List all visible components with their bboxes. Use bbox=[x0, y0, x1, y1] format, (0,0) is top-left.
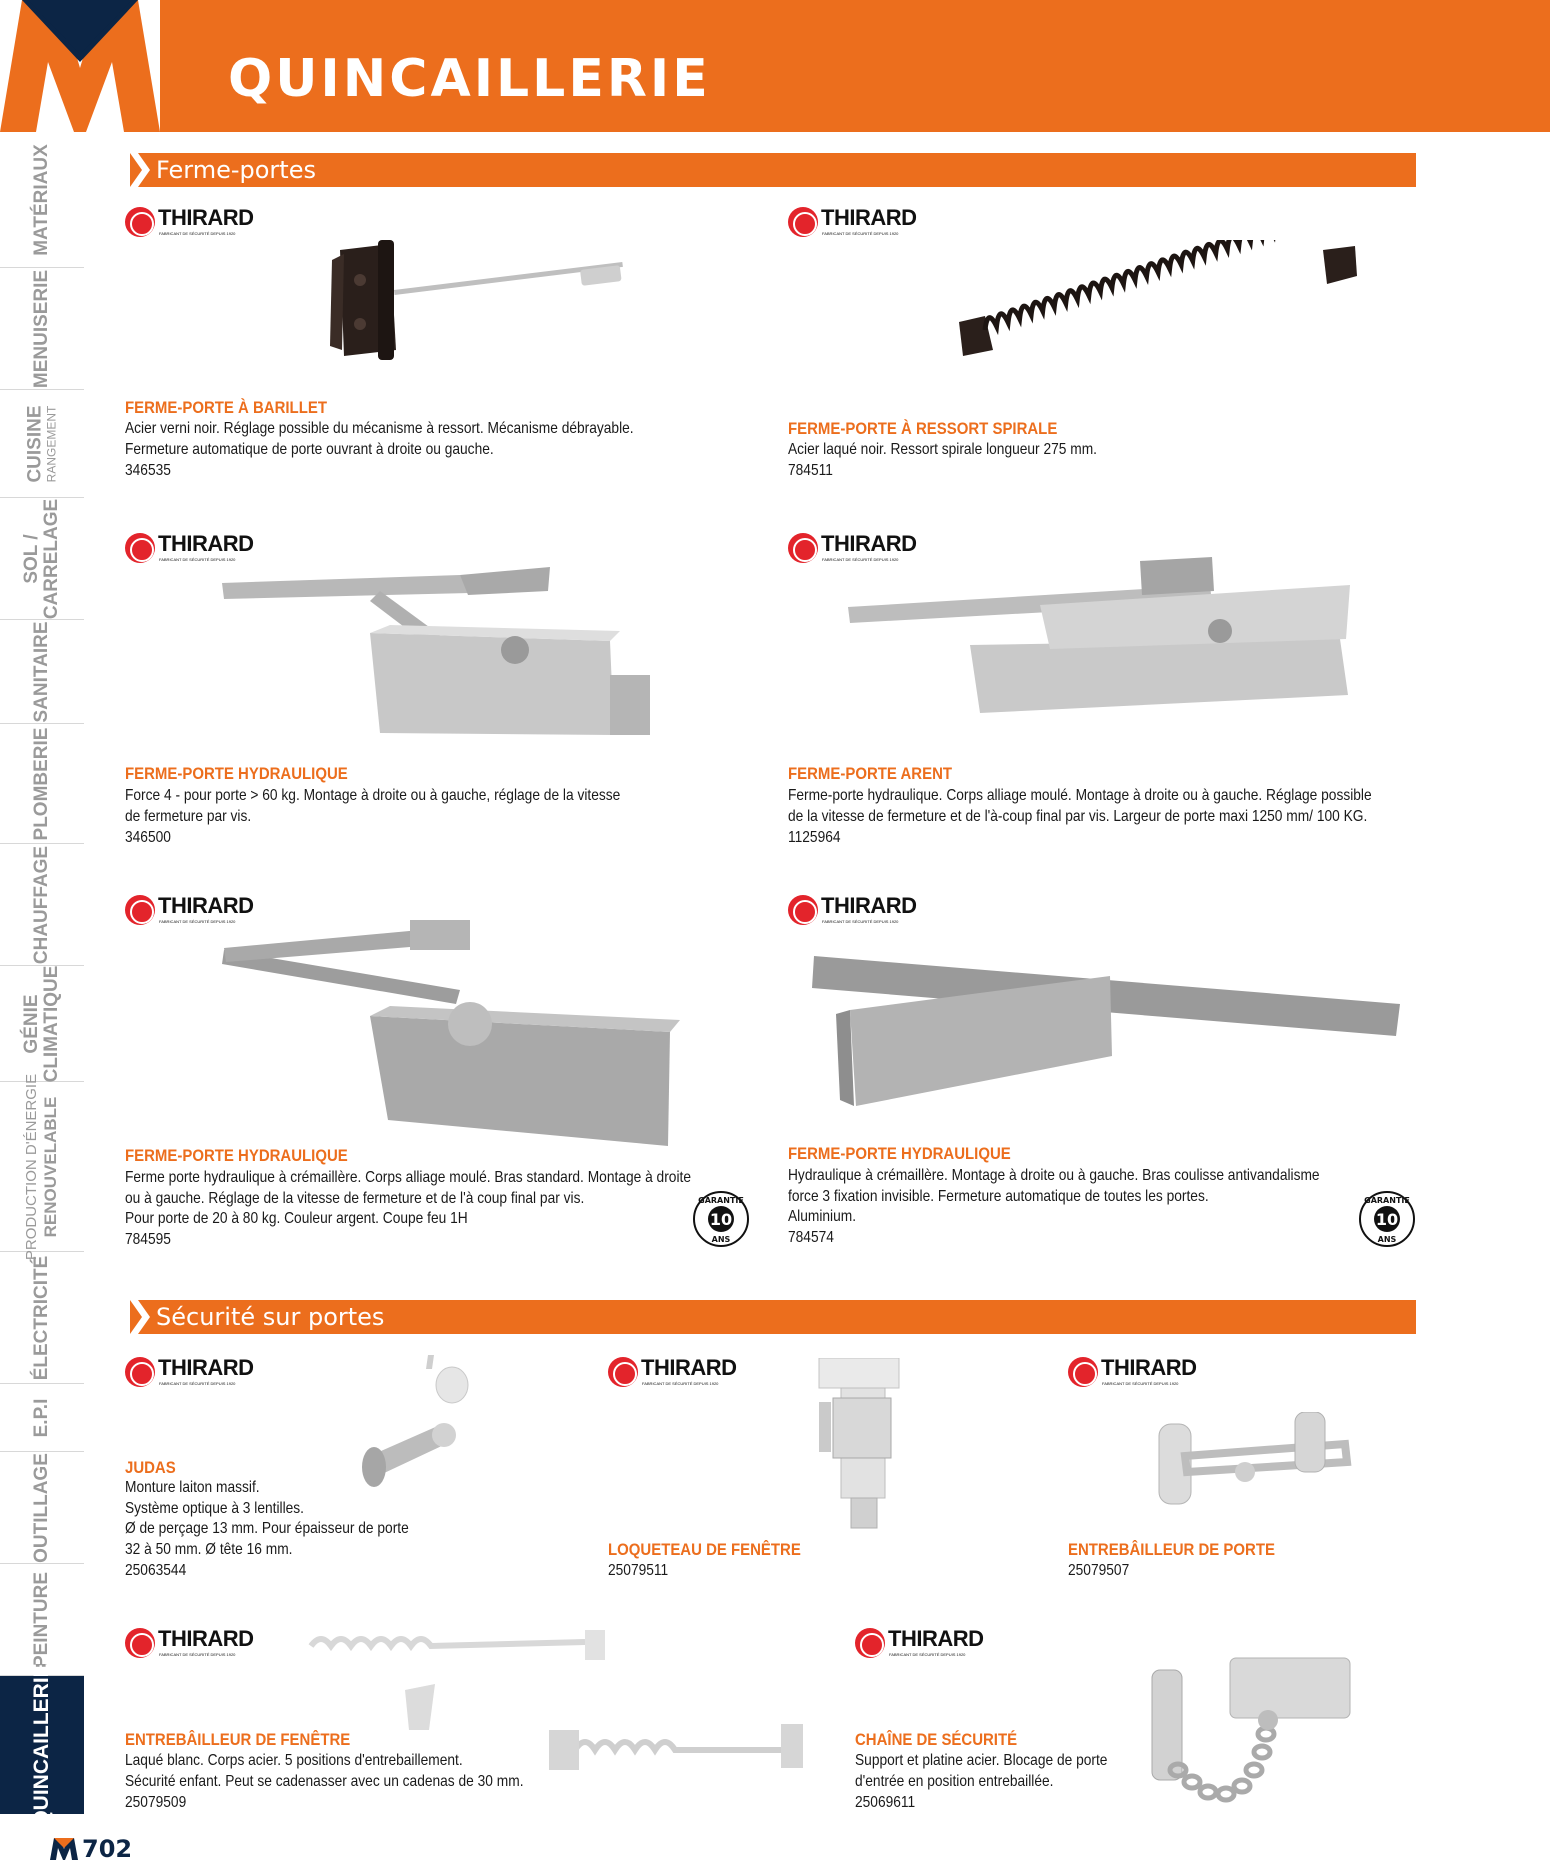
product-reference: 25079511 bbox=[608, 1562, 669, 1579]
spiral-spring-closer-image bbox=[955, 240, 1360, 360]
spring-coil bbox=[975, 240, 1293, 330]
svg-text:ANS: ANS bbox=[711, 1235, 731, 1244]
product-title: FERME-PORTE HYDRAULIQUE bbox=[788, 1144, 1011, 1163]
product-reference: 25079507 bbox=[1068, 1562, 1130, 1579]
thirard-mark-icon bbox=[125, 533, 155, 563]
nav-chauffage[interactable] bbox=[0, 844, 84, 966]
product-reference: 346535 bbox=[125, 462, 171, 479]
nav-sublabel: CARRELAGE bbox=[41, 498, 62, 619]
product-description bbox=[125, 419, 634, 460]
description-line: d'entrée en position entrebaillée. bbox=[855, 1772, 1054, 1790]
svg-text:ANS: ANS bbox=[1377, 1235, 1397, 1244]
nav-electricite[interactable] bbox=[0, 1252, 84, 1384]
nav-peinture[interactable] bbox=[0, 1564, 84, 1676]
section-title: Sécurité sur portes bbox=[156, 1303, 385, 1331]
thirard-logo bbox=[788, 894, 918, 928]
brand-m-icon bbox=[50, 1838, 78, 1860]
product-reference: 25063544 bbox=[125, 1562, 187, 1579]
brand-name: THIRARD bbox=[888, 1626, 984, 1651]
description-line: Hydraulique à crémaillère. Montage à droite ou à gauche. Bras coulisse antivandalisme bbox=[788, 1167, 1320, 1184]
thirard-logo bbox=[125, 206, 255, 240]
brand-name: THIRARD bbox=[158, 205, 254, 230]
security-chain-image bbox=[1148, 1650, 1363, 1820]
page-number-text: 702 bbox=[82, 1835, 133, 1863]
product-title: LOQUETEAU DE FENÊTRE bbox=[608, 1540, 801, 1559]
brand-tagline: FABRICANT DE SÉCURITÉ DEPUIS 1920 bbox=[159, 919, 236, 924]
thirard-mark-icon bbox=[125, 1628, 155, 1658]
brand-tagline: FABRICANT DE SÉCURITÉ DEPUIS 1920 bbox=[822, 557, 899, 562]
nav-label: ÉLECTRICITÉ bbox=[31, 1255, 52, 1380]
nav-quincaillerie[interactable] bbox=[0, 1663, 84, 1827]
product-title: ENTREBÂILLEUR DE FENÊTRE bbox=[125, 1730, 351, 1749]
rack-door-closer-image bbox=[220, 920, 680, 1150]
nav-genie-climatique[interactable] bbox=[0, 966, 84, 1082]
description-line: Fermeture automatique de porte ouvrant à droite ou gauche. bbox=[125, 440, 494, 458]
nav-sublabel: RANGEMENT bbox=[44, 405, 59, 482]
svg-text:GARANTIE: GARANTIE bbox=[698, 1196, 744, 1205]
product-title: FERME-PORTE HYDRAULIQUE bbox=[125, 1146, 348, 1165]
nav-label: QUINCAILLERIE bbox=[30, 1663, 53, 1827]
brand-name: THIRARD bbox=[158, 1626, 254, 1651]
description-line: Acier laqué noir. Ressort spirale longueur 275 mm. bbox=[788, 441, 1097, 458]
section-header-ferme-portes bbox=[130, 153, 1416, 187]
product-reference: 1125964 bbox=[788, 829, 841, 846]
nav-label: GÉNIE bbox=[21, 993, 42, 1054]
chevron-right-icon bbox=[130, 153, 152, 187]
brand-name: THIRARD bbox=[158, 531, 254, 556]
svg-text:10: 10 bbox=[1375, 1210, 1399, 1229]
nav-label: CUISINE bbox=[24, 404, 46, 483]
brand-name: THIRARD bbox=[158, 1355, 254, 1380]
product-title: FERME-PORTE À RESSORT SPIRALE bbox=[788, 419, 1058, 438]
description-line: Monture laiton massif. bbox=[125, 1479, 260, 1496]
nav-label: OUTILLAGE bbox=[31, 1452, 52, 1563]
window-latch-image bbox=[815, 1358, 915, 1530]
thirard-mark-icon bbox=[1068, 1357, 1098, 1387]
description-line: Acier verni noir. Réglage possible du mécanisme à ressort. Mécanisme débrayable. bbox=[125, 420, 634, 437]
description-line: Ferme porte hydraulique à crémaillère. Corps alliage moulé. Bras standard. Montage à droite bbox=[125, 1169, 691, 1186]
product-reference: 25069611 bbox=[855, 1794, 916, 1811]
thirard-logo bbox=[125, 1627, 255, 1661]
nav-epi[interactable] bbox=[0, 1384, 84, 1452]
nav-label: MENUISERIE bbox=[31, 269, 52, 388]
brand-tagline: FABRICANT DE SÉCURITÉ DEPUIS 1920 bbox=[159, 1652, 236, 1657]
product-description bbox=[855, 1751, 1107, 1792]
chevron-right-icon bbox=[130, 1300, 152, 1334]
product-title: FERME-PORTE À BARILLET bbox=[125, 398, 327, 417]
nav-label: E.P.I bbox=[31, 1398, 52, 1437]
thirard-mark-icon bbox=[788, 895, 818, 925]
door-guard-image bbox=[1155, 1412, 1360, 1512]
product-reference: 784595 bbox=[125, 1231, 171, 1248]
description-line: 32 à 50 mm. Ø tête 16 mm. bbox=[125, 1540, 293, 1558]
slide-arm-door-closer-image bbox=[810, 950, 1410, 1120]
nav-label: SOL / bbox=[21, 533, 42, 584]
thirard-logo bbox=[1068, 1356, 1198, 1390]
brand-tagline: FABRICANT DE SÉCURITÉ DEPUIS 1920 bbox=[889, 1652, 966, 1657]
description-line: Force 4 - pour porte > 60 kg. Montage à droite ou à gauche, réglage de la vitesse bbox=[125, 787, 621, 804]
product-reference: 25079509 bbox=[125, 1794, 187, 1811]
arent-door-closer-image bbox=[840, 555, 1360, 735]
thirard-logo bbox=[788, 206, 918, 240]
thirard-mark-icon bbox=[788, 207, 818, 237]
product-reference: 784511 bbox=[788, 462, 833, 479]
page-header bbox=[0, 0, 1550, 132]
svg-text:10: 10 bbox=[709, 1210, 733, 1229]
product-description bbox=[125, 1478, 409, 1560]
description-line: force 3 fixation invisible. Fermeture automatique de toutes les portes. bbox=[788, 1187, 1209, 1205]
nav-label: PRODUCTION D'ÉNERGIE bbox=[23, 1073, 40, 1260]
brand-tagline: FABRICANT DE SÉCURITÉ DEPUIS 1920 bbox=[159, 1381, 236, 1386]
svg-text:GARANTIE: GARANTIE bbox=[1364, 1196, 1410, 1205]
guarantee-10-years-badge bbox=[692, 1190, 750, 1248]
nav-label: PEINTURE bbox=[31, 1571, 52, 1668]
brand-tagline: FABRICANT DE SÉCURITÉ DEPUIS 1920 bbox=[642, 1381, 719, 1386]
brand-logo bbox=[0, 0, 160, 132]
brand-tagline: FABRICANT DE SÉCURITÉ DEPUIS 1920 bbox=[1102, 1381, 1179, 1386]
description-line: Ferme-porte hydraulique. Corps alliage moulé. Montage à droite ou à gauche. Réglage possible bbox=[788, 787, 1372, 804]
brand-tagline: FABRICANT DE SÉCURITÉ DEPUIS 1920 bbox=[159, 557, 236, 562]
nav-sublabel: CLIMATIQUE bbox=[41, 965, 62, 1082]
thirard-mark-icon bbox=[855, 1628, 885, 1658]
section-header-securite-portes bbox=[130, 1300, 1416, 1334]
thirard-logo bbox=[855, 1627, 985, 1661]
nav-sublabel: RENOUVELABLE bbox=[41, 1096, 60, 1237]
section-title: Ferme-portes bbox=[156, 156, 316, 184]
description-line: Système optique à 3 lentilles. bbox=[125, 1499, 304, 1517]
product-description bbox=[125, 1168, 691, 1230]
description-line: de la vitesse de fermeture et de l'à-coup final par vis. Largeur de porte maxi 1250 mm/ 100 KG. bbox=[788, 807, 1368, 825]
page-title: QUINCAILLERIE bbox=[228, 49, 711, 109]
description-line: de fermeture par vis. bbox=[125, 807, 252, 825]
nav-label: CHAUFFAGE bbox=[31, 845, 52, 964]
brand-name: THIRARD bbox=[641, 1355, 737, 1380]
brand-name: THIRARD bbox=[1101, 1355, 1197, 1380]
nav-menuiserie[interactable] bbox=[0, 268, 84, 390]
nav-label: PLOMBERIE bbox=[31, 727, 52, 840]
product-title: JUDAS bbox=[125, 1458, 176, 1477]
nav-label: SANITAIRE bbox=[31, 621, 52, 722]
thirard-mark-icon bbox=[125, 207, 155, 237]
description-line: Aluminium. bbox=[788, 1208, 857, 1226]
brand-tagline: FABRICANT DE SÉCURITÉ DEPUIS 1920 bbox=[159, 231, 236, 236]
description-line: Sécurité enfant. Peut se cadenasser avec un cadenas de 30 mm. bbox=[125, 1772, 524, 1790]
nav-sol-carrelage[interactable] bbox=[0, 498, 84, 620]
nav-label: MATÉRIAUX bbox=[31, 143, 52, 256]
thirard-logo bbox=[125, 1356, 255, 1390]
thirard-mark-icon bbox=[125, 1357, 155, 1387]
brand-name: THIRARD bbox=[821, 531, 917, 556]
nav-cuisine-rangement[interactable] bbox=[0, 390, 84, 498]
description-line: ou à gauche. Réglage de la vitesse de fermeture et de l'à coup final par vis. bbox=[125, 1189, 585, 1207]
product-reference: 346500 bbox=[125, 829, 171, 846]
brand-name: THIRARD bbox=[821, 205, 917, 230]
product-description bbox=[788, 786, 1372, 827]
thirard-logo bbox=[125, 532, 255, 566]
thirard-mark-icon bbox=[788, 533, 818, 563]
nav-production-energie[interactable] bbox=[0, 1073, 84, 1260]
description-line: Laqué blanc. Corps acier. 5 positions d'entrebaillement. bbox=[125, 1752, 463, 1769]
description-line: Pour porte de 20 à 80 kg. Couleur argent. Coupe feu 1H bbox=[125, 1210, 468, 1228]
product-reference: 784574 bbox=[788, 1229, 834, 1246]
brand-name: THIRARD bbox=[158, 893, 254, 918]
nav-plomberie[interactable] bbox=[0, 724, 84, 844]
product-title: FERME-PORTE HYDRAULIQUE bbox=[125, 764, 348, 783]
guarantee-10-years-badge bbox=[1358, 1190, 1416, 1248]
product-description bbox=[788, 1166, 1320, 1228]
category-side-nav bbox=[0, 132, 84, 1827]
product-description bbox=[125, 1751, 524, 1792]
brand-tagline: FABRICANT DE SÉCURITÉ DEPUIS 1920 bbox=[822, 231, 899, 236]
thirard-mark-icon bbox=[125, 895, 155, 925]
product-description bbox=[125, 786, 620, 827]
product-title: ENTREBÂILLEUR DE PORTE bbox=[1068, 1540, 1275, 1559]
nav-outillage[interactable] bbox=[0, 1452, 84, 1564]
thirard-logo bbox=[608, 1356, 738, 1390]
product-description bbox=[788, 440, 1097, 461]
product-title: FERME-PORTE ARENT bbox=[788, 764, 953, 783]
brand-tagline: FABRICANT DE SÉCURITÉ DEPUIS 1920 bbox=[822, 919, 899, 924]
description-line: Ø de perçage 13 mm. Pour épaisseur de porte bbox=[125, 1520, 409, 1538]
barrel-door-closer-image bbox=[330, 230, 660, 370]
description-line: Support et platine acier. Blocage de porte bbox=[855, 1752, 1108, 1769]
thirard-mark-icon bbox=[608, 1357, 638, 1387]
brand-name: THIRARD bbox=[821, 893, 917, 918]
nav-sanitaire[interactable] bbox=[0, 620, 84, 724]
nav-materiaux[interactable] bbox=[0, 132, 84, 268]
product-title: CHAÎNE DE SÉCURITÉ bbox=[855, 1730, 1018, 1749]
hydraulic-door-closer-image bbox=[210, 565, 670, 755]
